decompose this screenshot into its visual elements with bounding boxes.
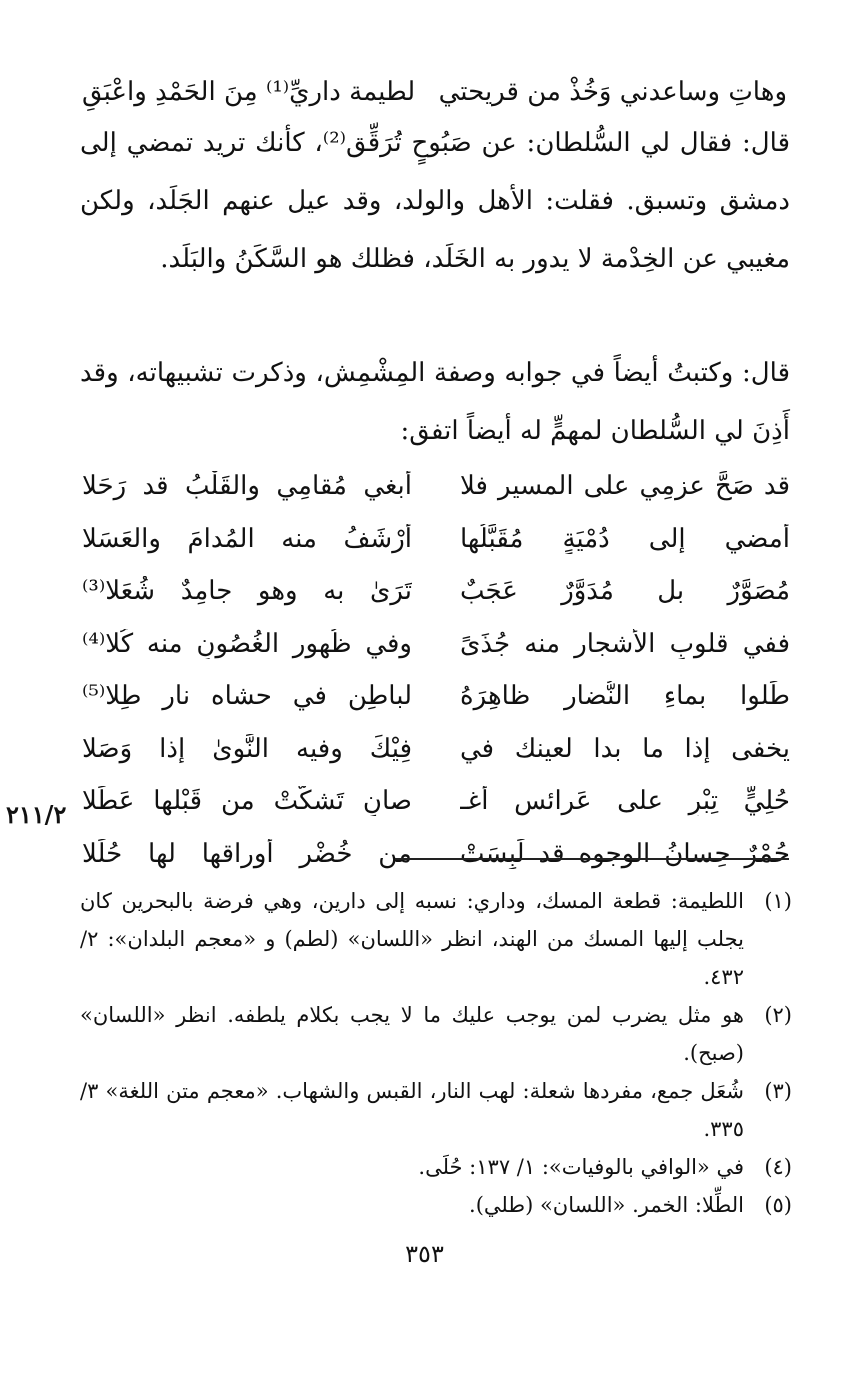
verse-line: [82, 670, 790, 723]
verse-first-hemistich: ففي قلوبِ الأشجارِ منه جُذَىً: [460, 628, 790, 659]
footnote-text: اللطيمة: قطعة المسك، وداري: نسبه إلى دارين، وهي فرضة بالبحرين كان يجلب إليها المسك من الهند، انظر «اللسان» (لطم) و «معجم البلدان»: ٢/ ٤٣٢.: [80, 889, 744, 989]
poem: [82, 460, 790, 880]
verse-first-hemistich: حُمْرٌ حِسانُ الوجوه قد لَبِسَتْ: [460, 838, 790, 869]
verse-line: [82, 513, 790, 566]
footnote-number: (٣): [764, 1079, 792, 1103]
verse-first-hemistich: حُلِيٍّ تِبْرٍ على عَرائسِ أغـ: [460, 786, 790, 817]
footnote-divider: [395, 858, 789, 860]
footnote: [80, 1186, 792, 1224]
footnote-text: هو مثل يضرب لمن يوجب عليك ما لا يجب بكلام يلطفه. انظر «اللسان» (صبح).: [80, 1003, 744, 1065]
verse-second-hemistich: وفي ظُهور الغُصُونِ منه كُلا⁽⁴⁾: [82, 628, 412, 659]
verse-first-hemistich: أمضي إلى دُمْيَةٍ مُقَبَّلُها: [460, 523, 790, 554]
verse-first-hemistich: قد صَحَّ عزمِي على المسير فلا: [460, 471, 790, 502]
footnote: [80, 1148, 792, 1186]
footnote-number: (٢): [764, 1003, 792, 1027]
paragraph-2: قال: وكتبتُ أيضاً في جوابه وصفة المِشْمِش، وذكرت تشبيهاته، وقد أَذِنَ لي السُّلطان لمهمٍّ له أيضاً اتفق:: [80, 358, 790, 446]
verse-first-hemistich: يخفى إذا ما بدا لعينك في: [460, 733, 790, 764]
verse-line: [82, 618, 790, 671]
verse-line: [82, 723, 790, 776]
verse-second-hemistich: أَرْشَفُ منه المُدامَ والعَسَلا: [82, 523, 412, 554]
footnote-text: شُعَل جمع، مفردها شعلة: لهب النار، القبس والشهاب. «معجم متن اللغة» ٣/ ٣٣٥.: [80, 1079, 744, 1141]
footnote-number: (٤): [764, 1155, 792, 1179]
footnote-text: الطِّلا: الخمر. «اللسان» (طلي).: [469, 1193, 744, 1217]
verse-first-hemistich: طَلوا بماءِ النُّضارِ ظاهِرَهُ: [460, 681, 790, 712]
verse-line: [82, 828, 790, 881]
margin-reference: ٢١١/٢: [6, 800, 67, 829]
page-number: ٣٥٣: [405, 1240, 444, 1268]
footnote: [80, 996, 792, 1072]
verse-line: [82, 565, 790, 618]
verse-first-hemistich: مُصَوَّرٌ بل مُدَوَّرٌ عَجَبٌ: [460, 576, 790, 607]
verse-line: [82, 460, 790, 513]
verse-second-hemistich: تَرَىٰ به وهو جامِدٌ شُعَلا⁽³⁾: [82, 576, 412, 607]
footnote: [80, 882, 792, 996]
footnote-number: (٥): [764, 1193, 792, 1217]
verse-second-hemistich: أبغي مُقامِي والقَلْبُ قد رَحَلا: [82, 471, 412, 502]
verse-second-hemistich: من خُضْرِ أوراقها لها حُلَلا: [82, 838, 412, 869]
footnote-number: (١): [764, 889, 792, 913]
verse-second-hemistich: صانٍ تَشكَّتْ من قَبْلها عَطَلا: [82, 786, 412, 817]
footnote-text: في «الوافي بالوفيات»: ١/ ١٣٧: حُلَى.: [418, 1155, 744, 1179]
opening-verse: [82, 70, 787, 114]
verse-second-hemistich: لباطِنٍ في حشاه نار طِلا⁽⁵⁾: [82, 681, 412, 712]
footnotes: [80, 882, 792, 1224]
paragraph-1: قال: فقال لي السُّلطان: عن صَبُوحٍ تُرَقِّق⁽²⁾، كأنك تريد تمضي إلى دمشق وتسبق. فقلت: الأهل والولد، وقد عيل عنهم الجَلَد، ولكن مغيبي عن الخِدْمة لا يدور به الخَلَد، فظلك هو السَّكَنُ والبَلَد.: [80, 128, 790, 274]
footnote: [80, 1072, 792, 1148]
verse-line: [82, 775, 790, 828]
opening-verse-first-hemistich: وهاتِ وساعدني وَخُذْ من قريحتي: [438, 77, 787, 107]
opening-verse-second-hemistich: لطيمة داريِّ⁽¹⁾ مِنَ الحَمْدِ واعْبَقِ: [82, 77, 416, 107]
verse-second-hemistich: فِيْكَ وفيه النَّوىٰ إذا وَصَلا: [82, 733, 412, 764]
